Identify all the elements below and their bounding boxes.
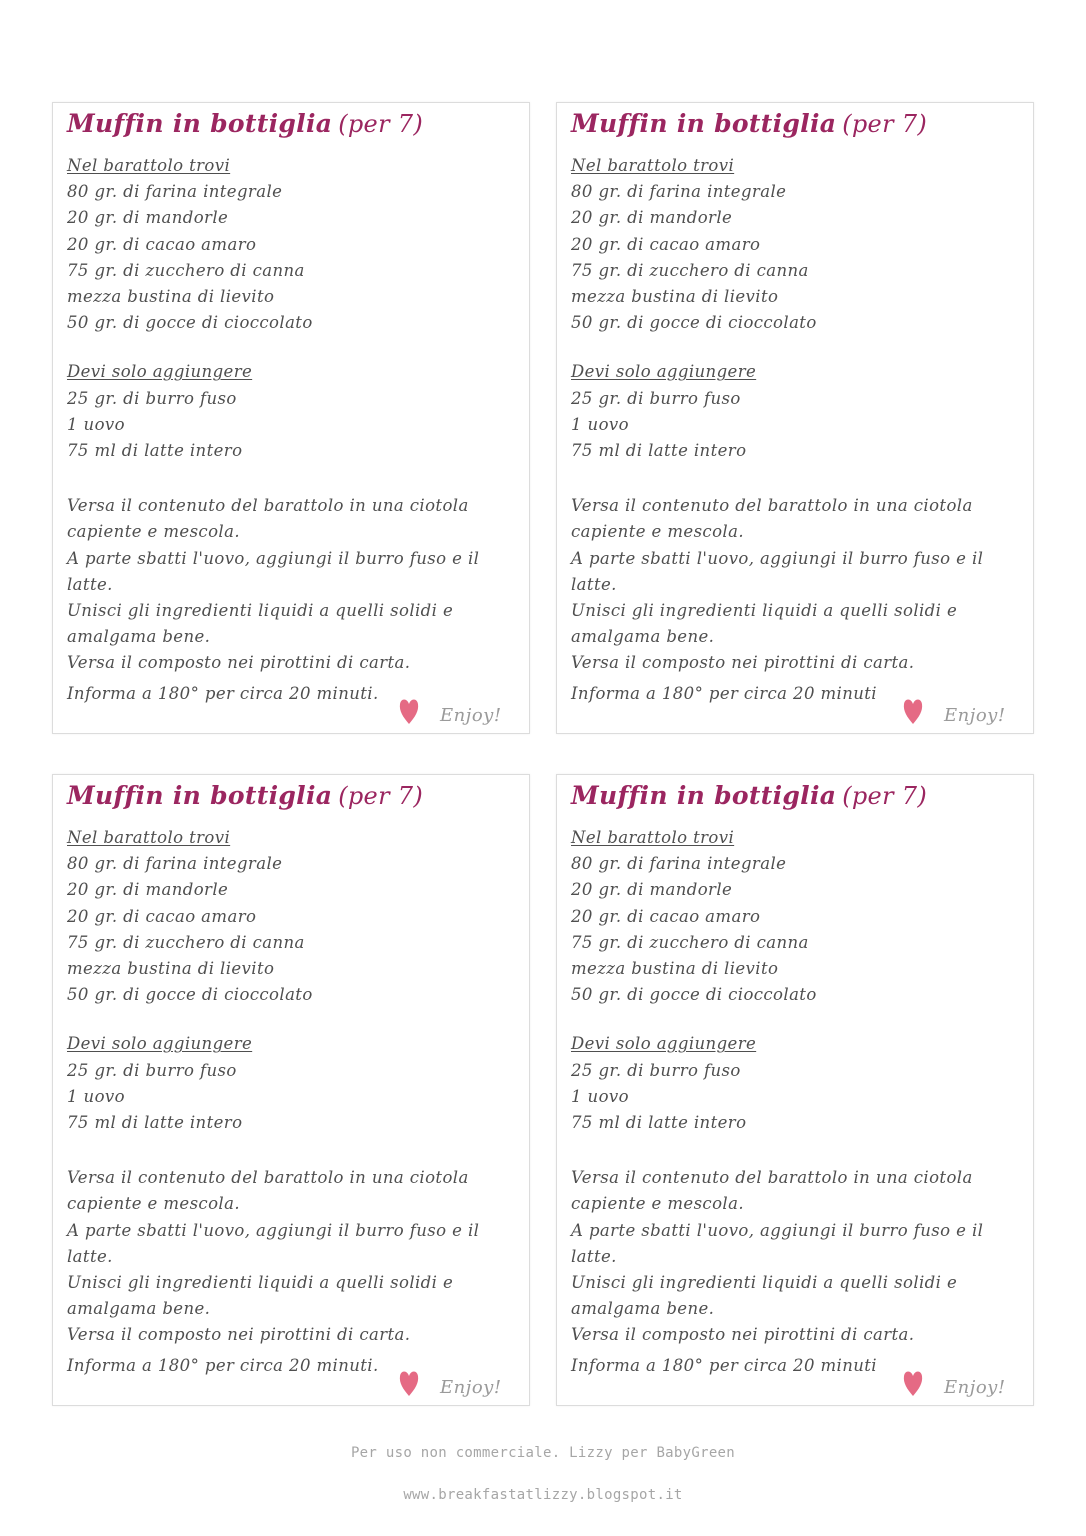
jar-ingredient: 20 gr. di mandorle [571,208,733,228]
recipe-servings: (per 7) [842,782,927,810]
jar-ingredient: 20 gr. di mandorle [67,880,229,900]
jar-ingredient: mezza bustina di lievito [571,287,779,307]
recipe-body [67,153,519,707]
instruction-line: capiente e mescola. [571,1194,744,1214]
jar-ingredient: 80 gr. di farina integrale [571,854,787,874]
footer-note: Per uso non commerciale. Lizzy per BabyGreen [350,1445,736,1461]
add-section-title: Devi solo aggiungere [571,362,757,382]
recipe-card [52,774,530,1406]
instruction-line: capiente e mescola. [571,522,744,542]
baking-instruction: Informa a 180° per circa 20 minuti [571,1355,877,1375]
add-ingredient: 75 ml di latte intero [571,1113,747,1133]
spacer [67,1008,519,1031]
instruction-line: latte. [571,1246,617,1266]
spacer [67,336,519,359]
jar-section-title: Nel barattolo trovi [67,828,231,847]
add-ingredient: 25 gr. di burro fuso [67,388,237,408]
instruction-line: Versa il composto nei pirottini di carta. [67,653,411,673]
instruction-line: latte. [67,1246,113,1266]
recipe-title [571,109,927,138]
jar-ingredient: 75 gr. di zucchero di canna [571,932,809,952]
heart-icon [902,693,924,727]
jar-ingredient: mezza bustina di lievito [571,959,779,979]
instruction-line: A parte sbatti l'uovo, aggiungi il burro fuso e il [67,548,480,568]
recipe-title [67,781,423,810]
spacer [67,1136,519,1165]
jar-section-title: Nel barattolo trovi [67,156,231,175]
recipe-servings: (per 7) [842,110,927,138]
jar-ingredient: 50 gr. di gocce di cioccolato [571,313,817,333]
jar-ingredient: 50 gr. di gocce di cioccolato [571,985,817,1005]
enjoy-signoff: Enjoy! [440,1377,502,1398]
jar-ingredient: 20 gr. di cacao amaro [571,234,761,254]
enjoy-signoff: Enjoy! [944,705,1006,726]
add-ingredient: 25 gr. di burro fuso [571,388,741,408]
recipe-servings: (per 7) [338,782,423,810]
spacer [571,1008,1023,1031]
instruction-line: latte. [571,574,617,594]
instruction-line: Unisci gli ingredienti liquidi a quelli solidi e [67,601,454,621]
spacer [67,464,519,493]
footer-url: www.breakfastatlizzy.blogspot.it [403,1487,683,1503]
add-section-title: Devi solo aggiungere [67,1034,253,1054]
instruction-line: Versa il contenuto del barattolo in una ciotola [67,496,469,516]
jar-ingredient: 50 gr. di gocce di cioccolato [67,985,313,1005]
jar-ingredient: 75 gr. di zucchero di canna [67,260,305,280]
instruction-line: amalgama bene. [571,1299,715,1319]
recipe-name: Muffin in bottiglia [67,109,333,138]
baking-instruction: Informa a 180° per circa 20 minuti. [67,1355,379,1375]
jar-ingredient: 75 gr. di zucchero di canna [571,260,809,280]
instruction-line: Unisci gli ingredienti liquidi a quelli solidi e [571,601,958,621]
recipe-name: Muffin in bottiglia [571,109,837,138]
jar-ingredient: 50 gr. di gocce di cioccolato [67,313,313,333]
instruction-line: Versa il contenuto del barattolo in una ciotola [67,1168,469,1188]
recipe-servings: (per 7) [338,110,423,138]
add-ingredient: 1 uovo [571,1086,629,1106]
jar-ingredient: 80 gr. di farina integrale [571,182,787,202]
baking-instruction: Informa a 180° per circa 20 minuti. [67,683,379,703]
jar-ingredient: 75 gr. di zucchero di canna [67,932,305,952]
enjoy-signoff: Enjoy! [440,705,502,726]
jar-ingredient: 20 gr. di mandorle [571,880,733,900]
heart-icon [398,693,420,727]
recipe-card [556,774,1034,1406]
spacer [571,336,1023,359]
jar-section-title: Nel barattolo trovi [571,828,735,847]
add-ingredient: 1 uovo [67,1086,125,1106]
add-ingredient: 25 gr. di burro fuso [571,1060,741,1080]
instruction-line: Versa il contenuto del barattolo in una ciotola [571,1168,973,1188]
instruction-line: A parte sbatti l'uovo, aggiungi il burro fuso e il [571,1220,984,1240]
instruction-line: capiente e mescola. [67,1194,240,1214]
add-ingredient: 1 uovo [67,414,125,434]
jar-ingredient: mezza bustina di lievito [67,959,275,979]
add-ingredient: 1 uovo [571,414,629,434]
instruction-line: Unisci gli ingredienti liquidi a quelli solidi e [571,1273,958,1293]
add-ingredient: 25 gr. di burro fuso [67,1060,237,1080]
spacer [571,464,1023,493]
recipe-card [556,102,1034,734]
heart-icon [902,1365,924,1399]
instruction-line: Versa il composto nei pirottini di carta. [571,1325,915,1345]
instruction-line: latte. [67,574,113,594]
jar-ingredient: 20 gr. di cacao amaro [571,906,761,926]
enjoy-signoff: Enjoy! [944,1377,1006,1398]
add-ingredient: 75 ml di latte intero [67,441,243,461]
jar-section-title: Nel barattolo trovi [571,156,735,175]
spacer [571,1136,1023,1165]
add-ingredient: 75 ml di latte intero [67,1113,243,1133]
jar-ingredient: mezza bustina di lievito [67,287,275,307]
instruction-line: amalgama bene. [67,1299,211,1319]
recipe-card [52,102,530,734]
instruction-line: Unisci gli ingredienti liquidi a quelli solidi e [67,1273,454,1293]
instruction-line: amalgama bene. [67,627,211,647]
jar-ingredient: 80 gr. di farina integrale [67,854,283,874]
jar-ingredient: 20 gr. di cacao amaro [67,234,257,254]
recipe-title [571,781,927,810]
recipe-body [571,153,1023,707]
instruction-line: amalgama bene. [571,627,715,647]
recipe-body [67,825,519,1379]
jar-ingredient: 80 gr. di farina integrale [67,182,283,202]
instruction-line: Versa il contenuto del barattolo in una ciotola [571,496,973,516]
instruction-line: Versa il composto nei pirottini di carta. [67,1325,411,1345]
recipe-name: Muffin in bottiglia [571,781,837,810]
add-section-title: Devi solo aggiungere [571,1034,757,1054]
baking-instruction: Informa a 180° per circa 20 minuti [571,683,877,703]
instruction-line: A parte sbatti l'uovo, aggiungi il burro fuso e il [67,1220,480,1240]
jar-ingredient: 20 gr. di mandorle [67,208,229,228]
instruction-line: A parte sbatti l'uovo, aggiungi il burro fuso e il [571,548,984,568]
recipe-name: Muffin in bottiglia [67,781,333,810]
recipe-body [571,825,1023,1379]
instruction-line: capiente e mescola. [67,522,240,542]
recipe-title [67,109,423,138]
instruction-line: Versa il composto nei pirottini di carta. [571,653,915,673]
heart-icon [398,1365,420,1399]
jar-ingredient: 20 gr. di cacao amaro [67,906,257,926]
add-ingredient: 75 ml di latte intero [571,441,747,461]
add-section-title: Devi solo aggiungere [67,362,253,382]
